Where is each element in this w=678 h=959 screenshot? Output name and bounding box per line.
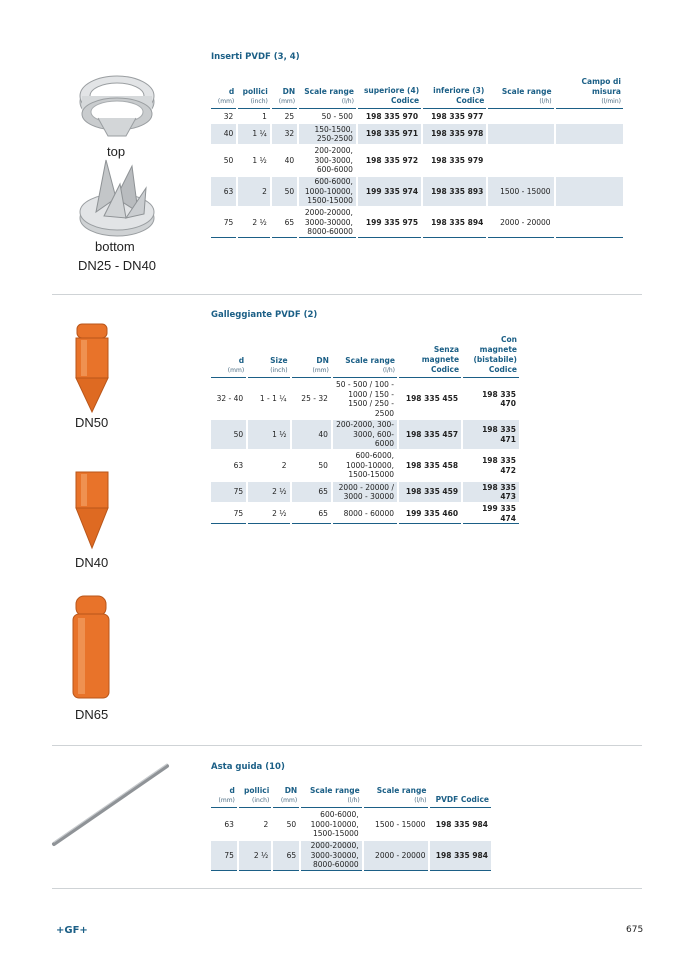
table-row: 75 2 ½ 65 2000-20000, 3000-30000, 8000-60000 199 335 975 198 335 894 2000 - 20000 [211, 208, 623, 238]
inserts-table [209, 75, 625, 240]
section-divider [52, 888, 642, 889]
col-pollici: pollici (inch) [238, 77, 270, 109]
gf-logo: +GF+ [56, 925, 88, 936]
col-d: d (mm) [211, 77, 236, 109]
col-scale-range-2: Scale range (l/h) [364, 786, 429, 808]
col-d: d (mm) [211, 335, 246, 378]
section-divider [52, 294, 642, 295]
col-size: Size (inch) [248, 335, 289, 378]
inserts-title: Inserti PVDF (3, 4) [211, 52, 300, 62]
col-campo-misura: Campo di misura (l/min) [556, 77, 623, 109]
col-con-magnete: Con magnete (bistabile) Codice [463, 335, 519, 378]
float-dn65-image [70, 594, 112, 700]
caption-dn50: DN50 [75, 415, 109, 430]
section-divider [52, 745, 642, 746]
col-scale-range: Scale range (l/h) [299, 77, 356, 109]
table-row: 75 2 ½ 65 2000-20000, 3000-30000, 8000-60000 2000 - 20000 198 335 984 [211, 841, 491, 871]
col-d: d (mm) [211, 786, 237, 808]
guide-table [209, 784, 493, 873]
table-row: 32 - 40 1 - 1 ¼ 25 - 32 50 - 500 / 100 - 1000 / 150 - 1500 / 250 - 2500 198 335 455 198 335 470 [216, 380, 516, 418]
col-scale-range-2: Scale range (l/h) [488, 77, 553, 109]
col-scale-range: Scale range (l/h) [301, 786, 361, 808]
insert-bottom-image [76, 158, 158, 240]
caption-top: top [107, 144, 126, 159]
caption-dn65: DN65 [75, 707, 109, 722]
guide-rod-image [50, 762, 172, 848]
float-dn40-image [74, 470, 110, 550]
col-inferiore: inferiore (3) Codice [423, 77, 486, 109]
floats-title: Galleggiante PVDF (2) [211, 310, 318, 320]
col-dn: DN (mm) [272, 77, 297, 109]
insert-top-image [76, 58, 158, 148]
floats-table [209, 333, 521, 526]
page-number: 675 [626, 925, 644, 935]
col-dn: DN (mm) [273, 786, 299, 808]
table-row: 63 2 50 600-6000, 1000-10000, 1500-15000 1500 - 15000 198 335 984 [224, 810, 488, 839]
col-senza-magnete: Senza magnete Codice [399, 335, 461, 378]
guide-title: Asta guida (10) [211, 762, 285, 772]
table-row: 50 1 ½ 40 200-2000, 300-3000, 600-6000 198 335 457 198 335 471 [211, 420, 519, 449]
col-scale-range: Scale range (l/h) [333, 335, 397, 378]
col-dn: DN (mm) [292, 335, 331, 378]
col-pollici: pollici (inch) [239, 786, 271, 808]
table-row: 63 2 50 600-6000, 1000-10000, 1500-15000 198 335 458 198 335 472 [233, 451, 516, 480]
float-dn50-image [74, 322, 110, 414]
table-row: 50 1 ½ 40 200-2000, 300-3000, 600-6000 198 335 972 198 335 979 [223, 146, 484, 175]
caption-bottom: bottom [95, 239, 135, 254]
table-row: 75 2 ½ 65 8000 - 60000 199 335 460 199 335 474 [211, 504, 519, 524]
col-superiore: superiore (4) Codice [358, 77, 421, 109]
table-row: 75 2 ½ 65 2000 - 20000 / 3000 - 30000 198 335 459 198 335 473 [211, 482, 519, 502]
table-row: 32 1 25 50 - 500 198 335 970 198 335 977 [223, 111, 484, 121]
table-row: 63 2 50 600-6000, 1000-10000, 1500-15000 199 335 974 198 335 893 1500 - 15000 [211, 177, 623, 206]
col-pvdf-codice: PVDF Codice [430, 786, 491, 808]
caption-dn-range: DN25 - DN40 [78, 258, 157, 273]
caption-dn40: DN40 [75, 555, 109, 570]
table-row: 40 1 ¼ 32 150-1500, 250-2500 198 335 971 198 335 978 [211, 124, 623, 144]
